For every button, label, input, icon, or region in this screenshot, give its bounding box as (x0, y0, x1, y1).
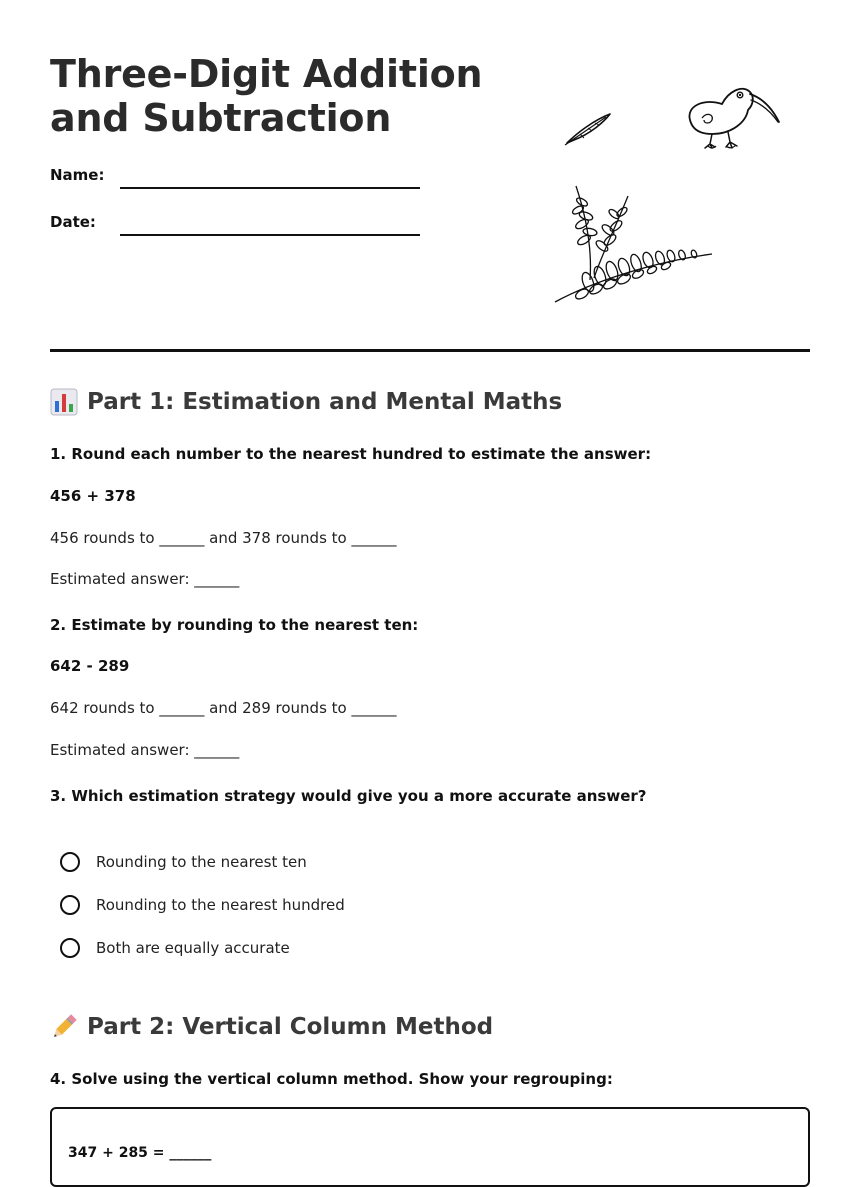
q2-rounding-line: 642 rounds to ______ and 289 rounds to ______ (50, 699, 397, 717)
part2-heading (50, 1013, 493, 1041)
bar-chart-icon (50, 388, 78, 416)
q3-option-2[interactable] (60, 895, 345, 915)
q1-expression: 456 + 378 (50, 487, 136, 505)
title-line-1: Three-Digit Addition (50, 52, 483, 96)
q2-estimate-line: Estimated answer: ______ (50, 741, 240, 759)
q2-prompt: 2. Estimate by rounding to the nearest ten: (50, 616, 419, 634)
q4-work-box[interactable] (50, 1107, 810, 1187)
date-line[interactable] (120, 234, 420, 236)
name-line[interactable] (120, 187, 420, 189)
part1-title: Part 1: Estimation and Mental Maths (87, 389, 563, 415)
feather-icon (562, 108, 614, 148)
radio-button[interactable] (60, 852, 80, 872)
worksheet-title (50, 52, 482, 140)
q1-estimate-line: Estimated answer: ______ (50, 570, 240, 588)
date-label: Date: (50, 213, 96, 231)
q1-rounding-line: 456 rounds to ______ and 378 rounds to ______ (50, 529, 397, 547)
radio-button[interactable] (60, 938, 80, 958)
title-line-2: and Subtraction (50, 96, 392, 140)
pencil-icon (50, 1013, 78, 1041)
header-divider (50, 349, 810, 352)
q4-prompt: 4. Solve using the vertical column method. Show your regrouping: (50, 1070, 613, 1088)
kiwi-bird-icon (682, 78, 782, 152)
option-label: Rounding to the nearest ten (96, 853, 307, 871)
name-label: Name: (50, 166, 105, 184)
q3-option-3[interactable] (60, 938, 290, 958)
option-label: Rounding to the nearest hundred (96, 896, 345, 914)
option-label: Both are equally accurate (96, 939, 290, 957)
q3-option-1[interactable] (60, 852, 307, 872)
q3-prompt: 3. Which estimation strategy would give you a more accurate answer? (50, 787, 647, 805)
fern-icon (552, 182, 716, 306)
part2-title: Part 2: Vertical Column Method (87, 1014, 494, 1040)
radio-button[interactable] (60, 895, 80, 915)
q4-expression: 347 + 285 = ______ (68, 1145, 212, 1161)
part1-heading (50, 388, 562, 416)
q1-prompt: 1. Round each number to the nearest hundred to estimate the answer: (50, 445, 652, 463)
q2-expression: 642 - 289 (50, 657, 130, 675)
